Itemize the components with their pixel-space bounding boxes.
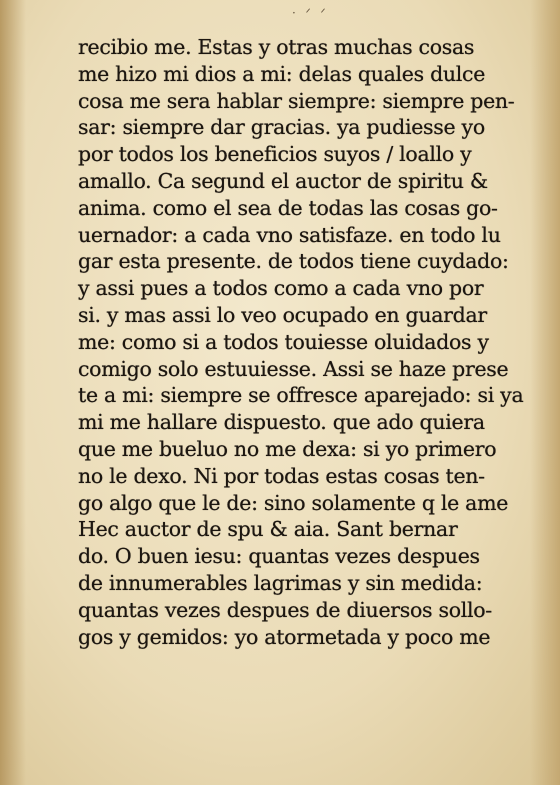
text-line: me hizo mi dios a mi: delas quales dulce [78, 61, 486, 86]
text-line: mi me hallare dispuesto. que ado quiera [78, 410, 485, 435]
text-line: te a mi: siempre se offresce aparejado: si ya [78, 383, 524, 408]
text-line: cosa me sera hablar siempre: siempre pen- [78, 88, 515, 113]
text-line: go algo que le de: sino solamente q le ame [78, 490, 509, 515]
text-line: quantas vezes despues de diuersos sollo- [78, 597, 492, 622]
text-line: recibio me. Estas y otras muchas cosas [78, 35, 475, 59]
text-line: y assi pues a todos como a cada vno por [78, 276, 484, 301]
text-line: anima. como el sea de todas las cosas go- [78, 195, 498, 220]
text-line: Hec auctor de spu & aia. Sant bernar [78, 517, 458, 542]
text-line: do. O buen iesu: quantas vezes despues [78, 544, 480, 569]
text-line: gar esta presente. de todos tiene cuydado: [78, 249, 509, 274]
page-header-mark: · ᐟ ᐟ [292, 6, 329, 20]
text-line: uernador: a cada vno satisfaze. en todo lu [78, 222, 501, 247]
text-line: por todos los beneficios suyos / loallo y [78, 142, 472, 167]
text-line: amallo. Ca segund el auctor de spiritu & [78, 168, 488, 193]
text-line: no le dexo. Ni por todas estas cosas ten- [78, 463, 485, 488]
text-line: sar: siempre dar gracias. ya pudiesse yo [78, 115, 485, 140]
text-line: comigo solo estuuiesse. Assi se haze prese [78, 356, 509, 381]
text-line: gos y gemidos: yo atormetada y poco me [78, 624, 491, 649]
text-line: si. y mas assi lo veo ocupado en guardar [78, 302, 487, 327]
text-line: que me bueluo no me dexa: si yo primero [78, 436, 497, 461]
text-line: me: como si a todos touiesse oluidados y [78, 329, 489, 354]
text-block [78, 34, 528, 650]
text-line: de innumerables lagrimas y sin medida: [78, 570, 483, 595]
